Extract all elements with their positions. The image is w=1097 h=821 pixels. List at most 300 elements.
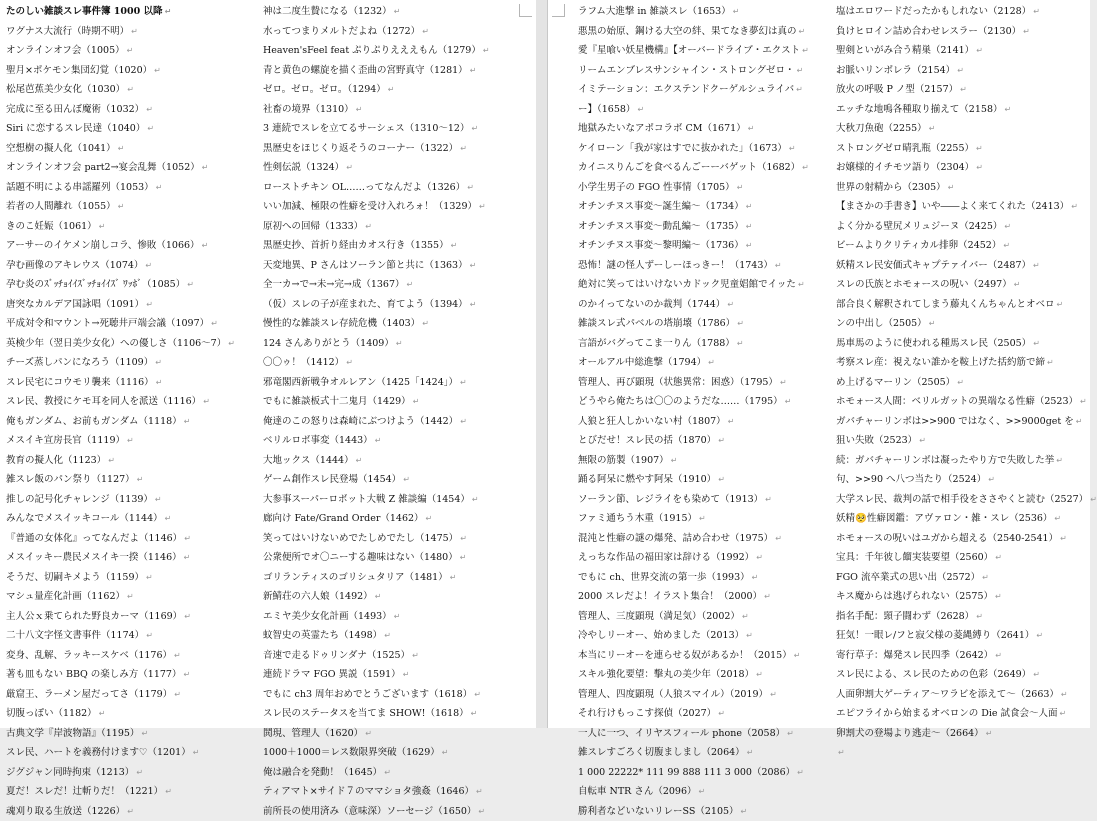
paragraph-mark-icon: ↵ [202, 241, 209, 250]
document-line[interactable] [263, 119, 531, 139]
line-text: Siri に恋するスレ民達（1040） [6, 123, 145, 134]
line-text: 寄行草子：爆発スレ民四季（2642） [836, 650, 993, 661]
paragraph-mark-icon: ↵ [127, 592, 134, 601]
line-text: 聖月×ポケモン集団幻覚（1020） [6, 65, 152, 76]
line-text: 空想樹の擬人化（1041） [6, 143, 116, 154]
document-line[interactable] [263, 763, 531, 783]
document-line[interactable] [836, 568, 1090, 588]
document-line[interactable] [578, 139, 826, 159]
document-line[interactable] [6, 22, 256, 42]
document-line[interactable] [578, 197, 826, 217]
line-text: 松尾芭蕉美少女化（1030） [6, 84, 125, 95]
line-text: 雑スレ飯のパン祭り（1127） [6, 474, 135, 485]
document-line[interactable] [578, 587, 826, 607]
document-line[interactable] [578, 353, 826, 373]
document-line[interactable] [836, 529, 1090, 549]
document-line[interactable] [263, 197, 531, 217]
document-line[interactable] [578, 119, 826, 139]
document-line[interactable] [263, 373, 531, 393]
line-text: 完成に至る田んぼ魔術（1032） [6, 104, 144, 115]
paragraph-mark-icon: ↵ [174, 651, 181, 660]
paragraph-mark-icon: ↵ [156, 378, 163, 387]
document-line[interactable] [578, 802, 826, 821]
line-text: でもに ch、世界交流の第一歩（1993） [578, 572, 750, 583]
document-line[interactable] [578, 392, 826, 412]
line-text: リームエンブレスサンシャイン・ストロングゼロ・ [578, 65, 795, 76]
document-line[interactable] [578, 158, 826, 178]
document-line[interactable] [6, 490, 256, 510]
document-line[interactable] [6, 139, 256, 159]
line-text: 推しの記号化チャレンジ（1139） [6, 494, 153, 505]
document-line[interactable] [6, 607, 256, 627]
paragraph-mark-icon: ↵ [174, 690, 181, 699]
paragraph-mark-icon: ↵ [146, 105, 153, 114]
document-line[interactable] [6, 275, 256, 295]
line-text: 聖剣といがみ合う精巣（2141） [836, 45, 974, 56]
right-page [548, 0, 1090, 728]
paragraph-mark-icon: ↵ [472, 495, 479, 504]
document-line[interactable] [6, 373, 256, 393]
line-text: Heaven'sFeel feat ぷりぷりえええもん（1279） [263, 45, 481, 56]
document-line[interactable] [263, 41, 531, 61]
left-page [0, 0, 536, 728]
document-line[interactable] [836, 41, 1090, 61]
document-line[interactable] [6, 431, 256, 451]
document-line[interactable] [6, 61, 256, 81]
crop-mark [552, 4, 565, 17]
paragraph-mark-icon: ↵ [127, 807, 134, 816]
paragraph-mark-icon: ↵ [412, 651, 419, 660]
document-line[interactable] [263, 529, 531, 549]
document-title[interactable]: たのしい雑談スレ事件簿 1000 以降 ↵ [6, 2, 256, 22]
document-line[interactable] [263, 548, 531, 568]
document-line[interactable] [836, 314, 1090, 334]
document-line[interactable] [578, 80, 826, 100]
line-text: そうだ、切嗣キメよう（1159） [6, 572, 144, 583]
document-line[interactable] [836, 61, 1090, 81]
paragraph-mark-icon: ↵ [718, 475, 725, 484]
document-line[interactable] [836, 353, 1090, 373]
document-line[interactable] [6, 100, 256, 120]
document-line[interactable] [578, 41, 826, 61]
line-text: お嬢様的イチモツ語り（2304） [836, 162, 974, 173]
document-line[interactable] [6, 197, 256, 217]
document-line[interactable] [836, 197, 1090, 217]
paragraph-mark-icon: ↵ [718, 436, 725, 445]
paragraph-mark-icon: ↵ [413, 397, 420, 406]
paragraph-mark-icon: ↵ [184, 417, 191, 426]
document-line[interactable] [6, 119, 256, 139]
document-line[interactable] [578, 178, 826, 198]
document-line[interactable] [578, 470, 826, 490]
line-text: 性剣伝説（1324） [263, 162, 344, 173]
document-line[interactable] [6, 256, 256, 276]
document-line[interactable] [263, 685, 531, 705]
line-text: ストロングゼロ晴乳瓶（2255） [836, 143, 974, 154]
paragraph-mark-icon: ↵ [976, 612, 983, 621]
document-line[interactable] [578, 646, 826, 666]
paragraph-mark-icon: ↵ [356, 105, 363, 114]
paragraph-mark-icon: ↵ [451, 241, 458, 250]
document-line[interactable] [578, 509, 826, 529]
paragraph-mark-icon: ↵ [1076, 417, 1083, 426]
paragraph-mark-icon: ↵ [770, 690, 777, 699]
document-line[interactable] [263, 802, 531, 821]
paragraph-mark-icon: ↵ [1060, 709, 1067, 718]
document-line[interactable] [263, 295, 531, 315]
line-text: 1000＋1000＝レス数限界突破（1629） [263, 747, 440, 758]
paragraph-mark-icon: ↵ [146, 631, 153, 640]
document-line[interactable] [836, 392, 1090, 412]
paragraph-mark-icon: ↵ [375, 592, 382, 601]
paragraph-mark-icon: ↵ [957, 378, 964, 387]
paragraph-mark-icon: ↵ [460, 144, 467, 153]
line-text: 教育の擬人化（1123） [6, 455, 106, 466]
document-line[interactable] [836, 646, 1090, 666]
document-line[interactable] [263, 743, 531, 763]
document-line[interactable] [6, 646, 256, 666]
document-line[interactable] [578, 451, 826, 471]
document-line[interactable] [6, 314, 256, 334]
line-text: それ行けもっこす探偵（2027） [578, 708, 716, 719]
document-line[interactable] [263, 353, 531, 373]
document-line[interactable] [263, 392, 531, 412]
document-line[interactable] [578, 2, 826, 22]
document-line[interactable] [578, 490, 826, 510]
document-line[interactable] [6, 529, 256, 549]
document-line[interactable] [6, 782, 256, 802]
paragraph-mark-icon: ↵ [211, 319, 218, 328]
document-line[interactable] [263, 275, 531, 295]
paragraph-mark-icon: ↵ [403, 475, 410, 484]
paragraph-mark-icon: ↵ [156, 183, 163, 192]
paragraph-mark-icon: ↵ [146, 300, 153, 309]
document-line[interactable] [836, 743, 1090, 763]
document-line[interactable] [263, 334, 531, 354]
document-line[interactable] [836, 275, 1090, 295]
document-line[interactable] [263, 178, 531, 198]
line-text: ゲーム創作スレ民登場（1454） [263, 474, 401, 485]
paragraph-mark-icon: ↵ [787, 729, 794, 738]
line-text: 切腹っぽい（1182） [6, 708, 97, 719]
paragraph-mark-icon: ↵ [995, 592, 1002, 601]
document-line[interactable] [836, 470, 1090, 490]
document-line[interactable] [263, 568, 531, 588]
line-text: 俺は融合を発動！（1645） [263, 767, 382, 778]
document-line[interactable] [836, 412, 1090, 432]
document-line[interactable] [836, 256, 1090, 276]
document-line[interactable] [836, 80, 1090, 100]
line-text: 前所長の使用済み（意味深）ソーセージ（1650） [263, 806, 476, 817]
document-line[interactable] [578, 743, 826, 763]
paragraph-mark-icon: ↵ [470, 261, 477, 270]
document-line[interactable] [578, 256, 826, 276]
line-text: ティアマト×サイド７のママショタ強姦（1646） [263, 786, 474, 797]
document-line[interactable] [263, 607, 531, 627]
line-text: 人狼と狂人しかいない村（1807） [578, 416, 726, 427]
line-text: 社畜の境界（1310） [263, 104, 354, 115]
line-text: イミテーション：エクステンドクーゲルシュライバ [578, 84, 794, 95]
document-line[interactable] [578, 529, 826, 549]
paragraph-mark-icon: ↵ [1054, 514, 1061, 523]
document-line[interactable] [263, 158, 531, 178]
line-text: 主人公ｘ乗てられた野良カーマ（1169） [6, 611, 182, 622]
document-line[interactable] [263, 217, 531, 237]
line-text: 管理人、三度顕現（満足気）（2002） [578, 611, 740, 622]
line-text: ンの中出し（2505） [836, 318, 927, 329]
document-line[interactable] [578, 100, 826, 120]
document-line[interactable] [836, 685, 1090, 705]
document-line[interactable] [836, 548, 1090, 568]
document-line[interactable] [578, 763, 826, 783]
line-text: オチンチヌス事変～誕生編～（1734） [578, 201, 744, 212]
document-line[interactable] [263, 2, 531, 22]
line-text: 放火の呼吸 P ノ型（2157） [836, 84, 958, 95]
line-text: いい加減、極限の性癖を受け入れろォ！（1329） [263, 201, 477, 212]
document-line[interactable] [6, 392, 256, 412]
document-line[interactable] [836, 2, 1090, 22]
document-line[interactable] [263, 724, 531, 744]
line-text: のかイってないのか裁判（1744） [578, 299, 725, 310]
document-line[interactable] [836, 373, 1090, 393]
document-line[interactable] [836, 236, 1090, 256]
document-line[interactable] [263, 782, 531, 802]
document-line[interactable] [6, 353, 256, 373]
document-line[interactable] [263, 80, 531, 100]
document-line[interactable] [6, 665, 256, 685]
document-line[interactable] [836, 490, 1090, 510]
document-line[interactable] [6, 236, 256, 256]
document-line[interactable] [578, 22, 826, 42]
document-line[interactable] [6, 743, 256, 763]
document-line[interactable] [6, 704, 256, 724]
paragraph-mark-icon: ↵ [442, 748, 449, 757]
line-text: 管理人、四度顕現（人狼スマイル）（2019） [578, 689, 768, 700]
line-text: 全一カ→で→未→完→成（1367） [263, 279, 405, 290]
document-line[interactable] [6, 41, 256, 61]
document-line[interactable] [263, 236, 531, 256]
document-line[interactable] [578, 314, 826, 334]
document-line[interactable] [6, 509, 256, 529]
document-line[interactable] [263, 704, 531, 724]
document-line[interactable] [263, 314, 531, 334]
line-text: スキル強化要望：擊丸の美少年（2018） [578, 669, 754, 680]
paragraph-mark-icon: ↵ [471, 124, 478, 133]
line-text: 妖精スレ民安価式キャプテァイバー（2487） [836, 260, 1031, 271]
line-text: 笑ってはいけないめでたしめでたし（1475） [263, 533, 458, 544]
line-text: 公衆便所でオ〇ニーする趣味はない（1480） [263, 552, 458, 563]
document-line[interactable] [263, 587, 531, 607]
paragraph-mark-icon: ↵ [775, 261, 782, 270]
paragraph-mark-icon: ↵ [733, 7, 740, 16]
document-line[interactable] [836, 607, 1090, 627]
paragraph-mark-icon: ↵ [1014, 280, 1021, 289]
column-1 [6, 2, 256, 821]
line-text: チーズ蒸しパンになろう（1109） [6, 357, 153, 368]
paragraph-mark-icon: ↵ [797, 768, 804, 777]
paragraph-mark-icon: ↵ [794, 651, 801, 660]
document-line[interactable] [263, 412, 531, 432]
document-line[interactable] [578, 217, 826, 237]
document-line[interactable] [836, 217, 1090, 237]
document-line[interactable] [263, 665, 531, 685]
paragraph-mark-icon: ↵ [727, 300, 734, 309]
line-text: 管理人、再び顕現（状態異常：困惑）（1795） [578, 377, 778, 388]
paragraph-mark-icon: ↵ [741, 807, 748, 816]
paragraph-mark-icon: ↵ [637, 105, 644, 114]
document-line[interactable] [6, 763, 256, 783]
document-line[interactable] [836, 704, 1090, 724]
document-line[interactable] [263, 61, 531, 81]
document-line[interactable] [578, 665, 826, 685]
paragraph-mark-icon: ↵ [948, 183, 955, 192]
document-line[interactable] [578, 295, 826, 315]
document-line[interactable] [6, 470, 256, 490]
line-text: 蚊智史の英霊たち（1498） [263, 630, 382, 641]
document-line[interactable] [836, 509, 1090, 529]
document-line[interactable] [578, 334, 826, 354]
line-text: ケイローン「我が家はすでに抜かれた」（1673） [578, 143, 787, 154]
line-text: きのこ妊娠（1061） [6, 221, 97, 232]
document-line[interactable] [836, 139, 1090, 159]
document-line[interactable] [836, 431, 1090, 451]
document-line[interactable] [578, 236, 826, 256]
document-line[interactable] [263, 256, 531, 276]
document-line[interactable] [836, 22, 1090, 42]
document-line[interactable] [578, 412, 826, 432]
document-line[interactable] [836, 626, 1090, 646]
document-line[interactable] [578, 373, 826, 393]
paragraph-mark-icon: ↵ [742, 612, 749, 621]
line-text: FGO 流卒業式の思い出（2572） [836, 572, 980, 583]
paragraph-mark-icon: ↵ [982, 573, 989, 582]
document-line[interactable] [6, 685, 256, 705]
document-line[interactable] [6, 548, 256, 568]
paragraph-mark-icon: ↵ [919, 436, 926, 445]
document-line[interactable] [263, 22, 531, 42]
document-line[interactable] [6, 158, 256, 178]
document-line[interactable] [836, 587, 1090, 607]
paragraph-mark-icon: ↵ [147, 124, 154, 133]
document-line[interactable] [836, 158, 1090, 178]
document-line[interactable] [578, 685, 826, 705]
document-line[interactable] [578, 626, 826, 646]
document-line[interactable] [836, 100, 1090, 120]
document-line[interactable] [6, 802, 256, 821]
line-text: 雑スレすごろく切腹ましまし（2064） [578, 747, 745, 758]
paragraph-mark-icon: ↵ [1057, 300, 1064, 309]
document-line[interactable] [578, 548, 826, 568]
document-line[interactable] [6, 178, 256, 198]
document-line[interactable] [6, 568, 256, 588]
document-line[interactable] [263, 100, 531, 120]
paragraph-mark-icon: ↵ [407, 280, 414, 289]
document-line[interactable] [578, 431, 826, 451]
paragraph-mark-icon: ↵ [108, 456, 115, 465]
document-line[interactable] [6, 217, 256, 237]
paragraph-mark-icon: ↵ [976, 163, 983, 172]
line-text: お脈いリンボレラ（2154） [836, 65, 955, 76]
paragraph-mark-icon: ↵ [394, 7, 401, 16]
paragraph-mark-icon: ↵ [136, 768, 143, 777]
line-text: 魂刈り取る生放送（1226） [6, 806, 125, 817]
document-line[interactable] [836, 178, 1090, 198]
paragraph-mark-icon: ↵ [154, 66, 161, 75]
document-line[interactable] [578, 61, 826, 81]
paragraph-mark-icon: ↵ [396, 339, 403, 348]
line-text: 唐突なカルデア国詠唱（1091） [6, 299, 144, 310]
paragraph-mark-icon: ↵ [746, 241, 753, 250]
document-line[interactable] [263, 470, 531, 490]
line-text: 若者の人間離れ（1055） [6, 201, 116, 212]
line-text: 絶対に笑ってはいけないカドック児童娼館でイッた [578, 279, 796, 290]
document-line[interactable] [578, 704, 826, 724]
document-line[interactable] [578, 275, 826, 295]
document-line[interactable] [263, 509, 531, 529]
document-line[interactable] [578, 782, 826, 802]
document-line[interactable] [836, 724, 1090, 744]
paragraph-mark-icon: ↵ [1033, 7, 1040, 16]
document-line[interactable] [6, 587, 256, 607]
document-line[interactable] [6, 626, 256, 646]
line-text: 天変地異、P さんはソーラン節と共に（1363） [263, 260, 468, 271]
line-text: 自転車 NTR さん（2096） [578, 786, 697, 797]
document-line[interactable] [6, 724, 256, 744]
paragraph-mark-icon: ↵ [460, 553, 467, 562]
paragraph-mark-icon: ↵ [467, 183, 474, 192]
paragraph-mark-icon: ↵ [785, 397, 792, 406]
document-line[interactable] [6, 80, 256, 100]
paragraph-mark-icon: ↵ [802, 163, 809, 172]
document-line[interactable] [836, 334, 1090, 354]
document-line[interactable] [263, 626, 531, 646]
line-text: 愛『星喰い妖星機構』【オーバードライブ・エクスト [578, 45, 800, 56]
document-line[interactable] [6, 412, 256, 432]
document-line[interactable] [836, 119, 1090, 139]
document-line[interactable] [263, 646, 531, 666]
line-text: 孕む炎のｽﾞｯﾁｮｲｲｽﾞｯﾁｮｲｲｽﾞ ﾜｯﾎﾞ（1085） [6, 279, 185, 290]
paragraph-mark-icon: ↵ [728, 417, 735, 426]
document-line[interactable] [578, 607, 826, 627]
line-text: 邪竜閣西新戦争オルレアン（1425「1424」） [263, 377, 458, 388]
line-text: 俺もガンダム、お前もガンダム（1118） [6, 416, 182, 427]
line-text: スレ民宅にコウモリ襲来（1116） [6, 377, 154, 388]
document-line[interactable] [263, 431, 531, 451]
paragraph-mark-icon: ↵ [460, 417, 467, 426]
document-line[interactable] [836, 451, 1090, 471]
document-line[interactable] [578, 724, 826, 744]
document-line[interactable] [263, 139, 531, 159]
line-text: 夏だ！スレだ！辻斬りだ！（1221） [6, 786, 163, 797]
line-text: 指名手配：頸子闘わず（2628） [836, 611, 974, 622]
document-line[interactable] [836, 295, 1090, 315]
document-line[interactable] [578, 568, 826, 588]
paragraph-mark-icon: ↵ [1056, 456, 1063, 465]
document-line[interactable] [263, 451, 531, 471]
paragraph-mark-icon: ↵ [403, 670, 410, 679]
paragraph-mark-icon: ↵ [228, 339, 235, 348]
document-line[interactable] [6, 451, 256, 471]
paragraph-mark-icon: ↵ [356, 456, 363, 465]
document-line[interactable] [6, 295, 256, 315]
document-line[interactable] [263, 490, 531, 510]
document-line[interactable] [836, 665, 1090, 685]
paragraph-mark-icon: ↵ [183, 670, 190, 679]
line-text: ホモォース人間：ベリルガットの異端なる性癖（2523） [836, 396, 1078, 407]
paragraph-mark-icon: ↵ [460, 534, 467, 543]
paragraph-mark-icon: ↵ [764, 592, 771, 601]
document-line[interactable] [6, 334, 256, 354]
